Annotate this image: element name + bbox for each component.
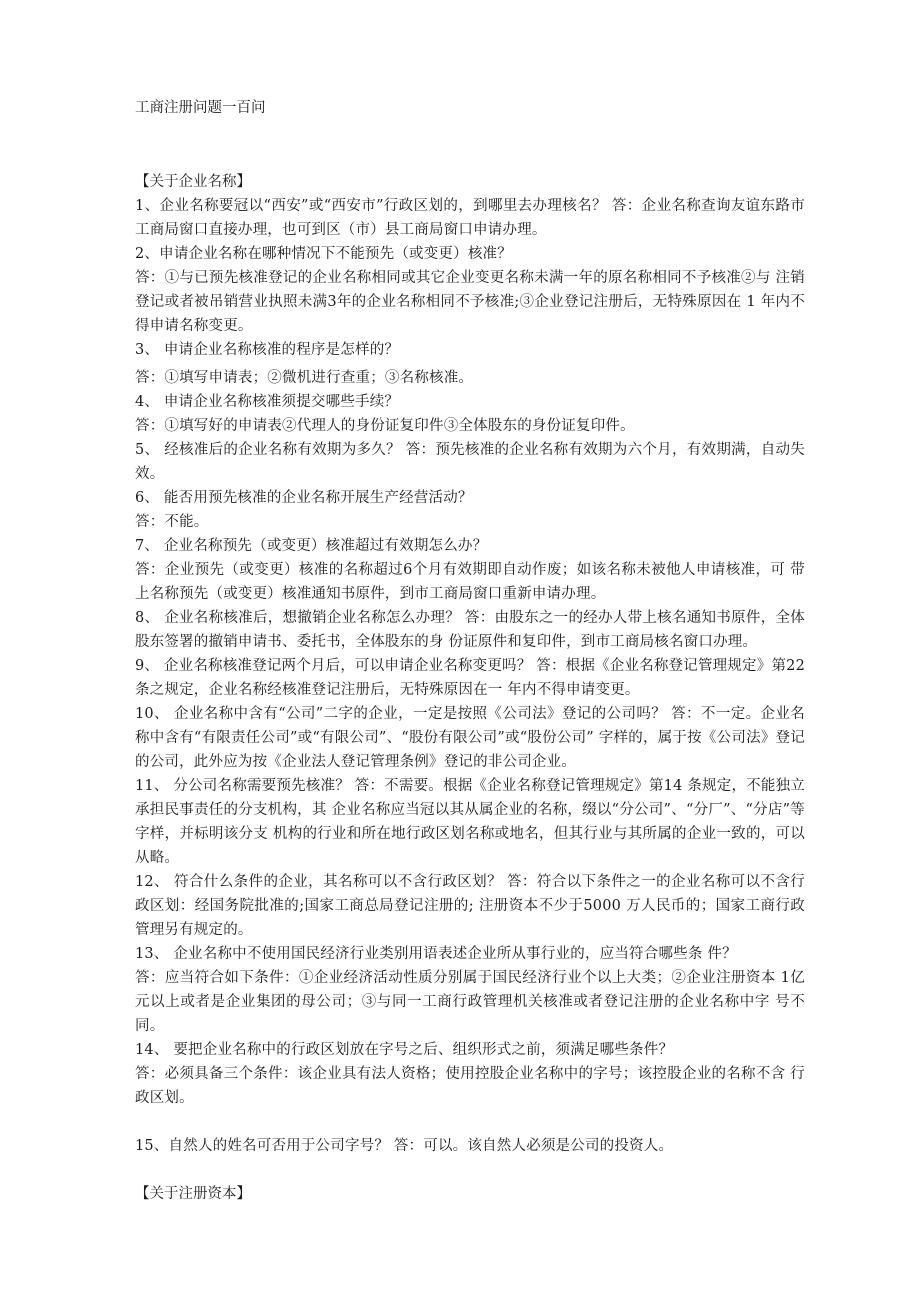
qa-paragraph: 答：①与已预先核准登记的企业名称相同或其它企业变更名称未满一年的原名称相同不予核准②与 注销登记或者被吊销营业执照未满3年的企业名称相同不予核准;③企业登记注册后，无特殊原因在 1 年内不得申请名称变更。 bbox=[135, 270, 805, 334]
qa-paragraph: 8、 企业名称核准后，想撤销企业名称怎么办理？ 答：由股东之一的经办人带上核名通知书原件，全体股东签署的撤销申请书、委托书，全体股东的身 份证原件和复印件，到市工商局核名窗口办理。 bbox=[135, 610, 805, 650]
section-heading: 【关于企业名称】 bbox=[135, 174, 251, 190]
qa-paragraph: 13、 企业名称中不使用国民经济行业类别用语表述企业所从事行业的，应当符合哪些条 件？ bbox=[135, 946, 737, 962]
document-title: 工商注册问题一百问 bbox=[135, 100, 266, 116]
qa-paragraph: 4、 申请企业名称核准须提交哪些手续？ bbox=[135, 394, 400, 410]
qa-paragraph: 3、 申请企业名称核准的程序是怎样的？ bbox=[135, 342, 400, 358]
qa-paragraph: 9、 企业名称核准登记两个月后，可以申请企业名称变更吗？ 答：根据《企业名称登记管理规定》第22条之规定，企业名称经核准登记注册后，无特殊原因在一 年内不得申请变更。 bbox=[135, 658, 805, 698]
qa-paragraph: 6、 能否用预先核准的企业名称开展生产经营活动？ bbox=[135, 490, 473, 506]
qa-paragraph: 1、企业名称要冠以“西安”或“西安市”行政区划的，到哪里去办理核名？ 答：企业名称查询友谊东路市工商局窗口直接办理，也可到区（市）县工商局窗口申请办理。 bbox=[135, 198, 805, 238]
qa-paragraph: 答：应当符合如下条件：①企业经济活动性质分别属于国民经济行业个以上大类；②企业注册资本 1亿元以上或者是企业集团的母公司；③与同一工商行政管理机关核准或者登记注册的企业名称中字 号不同。 bbox=[135, 970, 805, 1034]
qa-paragraph: 14、 要把企业名称中的行政区划放在字号之后、组织形式之前，须满足哪些条件？ bbox=[135, 1042, 674, 1058]
qa-paragraph: 答：①填写申请表；②微机进行查重；③名称核准。 bbox=[135, 370, 474, 386]
section-registered-capital bbox=[135, 1182, 805, 1206]
qa-paragraph: 答：必须具备三个条件：该企业具有法人资格；使用控股企业名称中的字号；该控股企业的名称不含 行政区划。 bbox=[135, 1066, 805, 1106]
qa-paragraph: 11、 分公司名称需要预先核准？ 答：不需要。根据《企业名称登记管理规定》第14 条规定，不能独立承担民事责任的分支机构，其 企业名称应当冠以其从属企业的名称，缀以“分公司”、“分厂”、“分店”等字样，并标明该分支 机构的行业和所在地行政区划名称或地名，但其行业与其所属的企业一致的，可以从略。 bbox=[135, 778, 805, 866]
qa-paragraph: 15、自然人的姓名可否用于公司字号？ 答：可以。该自然人必须是公司的投资人。 bbox=[135, 1138, 674, 1154]
qa-paragraph: 12、 符合什么条件的企业，其名称可以不含行政区划？ 答：符合以下条件之一的企业名称可以不含行政区划：经国务院批准的;国家工商总局登记注册的; 注册资本不少于5000 万人民币的；国家工商行政管理另有规定的。 bbox=[135, 874, 805, 938]
qa-paragraph: 答：①填写好的申请表②代理人的身份证复印件③全体股东的身份证复印件。 bbox=[135, 418, 635, 434]
qa-paragraph: 答：企业预先（或变更）核准的名称超过6个月有效期即自动作废；如该名称未被他人申请核准，可 带上名称预先（或变更）核准通知书原件，到市工商局窗口重新申请办理。 bbox=[135, 562, 805, 602]
qa-paragraph: 7、 企业名称预先（或变更）核准超过有效期怎么办？ bbox=[135, 538, 488, 554]
qa-paragraph: 答：不能。 bbox=[135, 514, 209, 530]
section-enterprise-name bbox=[135, 170, 805, 1158]
qa-paragraph: 2、申请企业名称在哪种情况下不能预先（或变更）核准？ bbox=[135, 246, 512, 262]
section-heading: 【关于注册资本】 bbox=[135, 1186, 251, 1202]
qa-paragraph: 5、 经核准后的企业名称有效期为多久？ 答：预先核准的企业名称有效期为六个月，有效期满，自动失效。 bbox=[135, 442, 805, 482]
document-page bbox=[135, 96, 805, 1206]
qa-paragraph: 10、 企业名称中含有“公司”二字的企业，一定是按照《公司法》登记的公司吗？ 答：不一定。企业名称中含有“有限责任公司”或“有限公司”、“股份有限公司”或“股份公司” 字样的，属于按《公司法》登记的公司，此外应为按《企业法人登记管理条例》登记的非公司企业。 bbox=[135, 706, 805, 770]
